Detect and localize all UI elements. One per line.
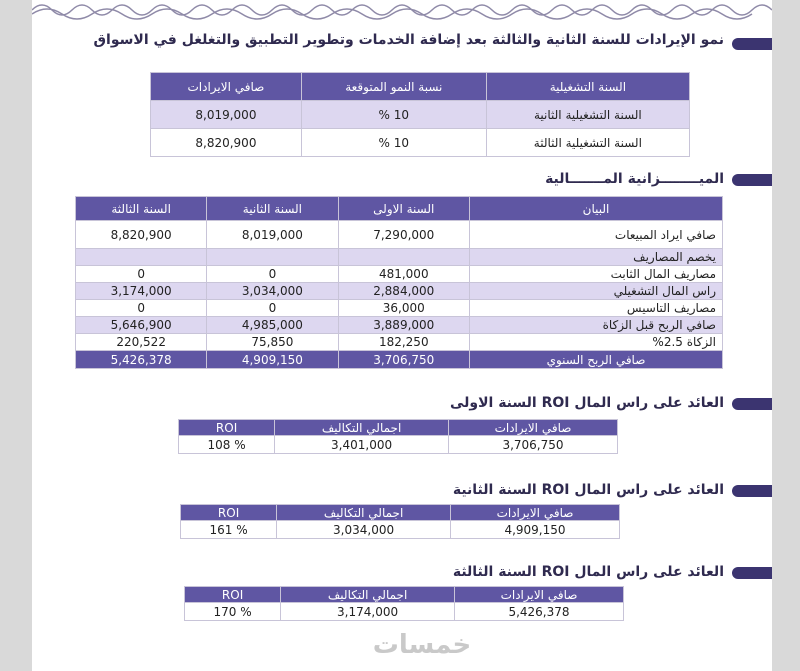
table-cell: مصاريف التاسيس <box>470 300 723 317</box>
table-cell: 4,909,150 <box>207 351 338 369</box>
table-row <box>76 300 723 317</box>
table-cell: 5,426,378 <box>76 351 207 369</box>
table-row <box>179 436 618 454</box>
table-cell: 0 <box>207 300 338 317</box>
table-cell: 3,706,750 <box>338 351 469 369</box>
table-cell <box>338 249 469 266</box>
table-header: صافي الايرادات <box>449 420 618 436</box>
roi-year2-table <box>180 504 620 539</box>
table-cell: 3,034,000 <box>207 283 338 300</box>
section-marker <box>732 38 772 50</box>
section-marker <box>732 485 772 497</box>
table-header: صافي الايرادات <box>151 73 302 101</box>
table-row <box>76 221 723 249</box>
roi-year3-title: العائد على راس المال ROI السنة الثالثة <box>452 564 724 580</box>
roi-year1-table <box>178 419 618 454</box>
table-header: ROI <box>179 420 275 436</box>
table-cell: مصاريف المال الثابت <box>470 266 723 283</box>
table-cell: 10 % <box>301 101 486 129</box>
table-cell <box>76 249 207 266</box>
table-cell: 0 <box>207 266 338 283</box>
table-cell: 36,000 <box>338 300 469 317</box>
table-row <box>151 129 690 157</box>
table-cell: % 161 <box>181 521 277 539</box>
table-cell: 0 <box>76 266 207 283</box>
budget-table <box>75 196 723 369</box>
table-cell: 5,426,378 <box>455 603 624 621</box>
section-marker <box>732 398 772 410</box>
table-header: صافي الايرادات <box>455 587 624 603</box>
table-cell: 3,889,000 <box>338 317 469 334</box>
table-cell: 4,985,000 <box>207 317 338 334</box>
table-header: البيان <box>470 197 723 221</box>
table-cell: 75,850 <box>207 334 338 351</box>
table-cell: 5,646,900 <box>76 317 207 334</box>
table-header: السنة التشغيلية <box>486 73 689 101</box>
table-cell: الزكاة 2.5% <box>470 334 723 351</box>
table-cell: راس المال التشغيلي <box>470 283 723 300</box>
growth-table <box>150 72 690 157</box>
table-header: السنة الاولى <box>338 197 469 221</box>
table-cell: 8,820,900 <box>76 221 207 249</box>
table-row <box>76 283 723 300</box>
roi-year3-table <box>184 586 624 621</box>
table-cell: 182,250 <box>338 334 469 351</box>
table-cell: 7,290,000 <box>338 221 469 249</box>
table-cell: 8,019,000 <box>151 101 302 129</box>
table-cell: 3,174,000 <box>76 283 207 300</box>
growth-section-title: نمو الإيرادات للسنة الثانية والثالثة بعد إضافة الخدمات وتطوير التطبيق والتغلغل في الاسواق <box>93 32 724 48</box>
table-cell: 3,034,000 <box>277 521 451 539</box>
table-header: السنة الثانية <box>207 197 338 221</box>
table-cell: 10 % <box>301 129 486 157</box>
table-header: ROI <box>181 505 277 521</box>
roi-year1-title: العائد على راس المال ROI السنة الاولى <box>449 395 724 411</box>
table-row <box>185 603 624 621</box>
table-cell: 8,820,900 <box>151 129 302 157</box>
table-cell: يخصم المصاريف <box>470 249 723 266</box>
table-cell <box>207 249 338 266</box>
table-cell: صافي الربح قبل الزكاة <box>470 317 723 334</box>
table-cell: 3,401,000 <box>275 436 449 454</box>
table-cell: صافي ايراد المبيعات <box>470 221 723 249</box>
table-cell: 2,884,000 <box>338 283 469 300</box>
table-row-total <box>76 351 723 369</box>
table-row <box>76 317 723 334</box>
table-row <box>76 266 723 283</box>
table-cell: % 108 <box>179 436 275 454</box>
table-row <box>76 249 723 266</box>
table-cell: 0 <box>76 300 207 317</box>
table-header: اجمالي التكاليف <box>281 587 455 603</box>
table-row <box>151 101 690 129</box>
table-cell: 8,019,000 <box>207 221 338 249</box>
table-cell: السنة التشغيلية الثانية <box>486 101 689 129</box>
table-header: نسبة النمو المتوقعة <box>301 73 486 101</box>
section-marker <box>732 567 772 579</box>
table-cell: 3,706,750 <box>449 436 618 454</box>
table-cell: 220,522 <box>76 334 207 351</box>
table-cell: السنة التشغيلية الثالثة <box>486 129 689 157</box>
table-header: صافي الايرادات <box>451 505 620 521</box>
roi-year2-title: العائد على راس المال ROI السنة الثانية <box>452 482 724 498</box>
table-row <box>181 521 620 539</box>
watermark-logo: خمسات <box>372 630 472 660</box>
decorative-header-ornament <box>32 0 772 20</box>
table-cell: % 170 <box>185 603 281 621</box>
table-header: اجمالي التكاليف <box>275 420 449 436</box>
table-row <box>76 334 723 351</box>
budget-section-title: الميــــــــزانية المـــــــالية <box>545 171 724 187</box>
table-header: السنة الثالثة <box>76 197 207 221</box>
table-cell: 3,174,000 <box>281 603 455 621</box>
table-cell: صافي الربح السنوي <box>470 351 723 369</box>
table-header: ROI <box>185 587 281 603</box>
table-header: اجمالي التكاليف <box>277 505 451 521</box>
table-cell: 481,000 <box>338 266 469 283</box>
section-marker <box>732 174 772 186</box>
table-cell: 4,909,150 <box>451 521 620 539</box>
document-page <box>32 0 772 671</box>
